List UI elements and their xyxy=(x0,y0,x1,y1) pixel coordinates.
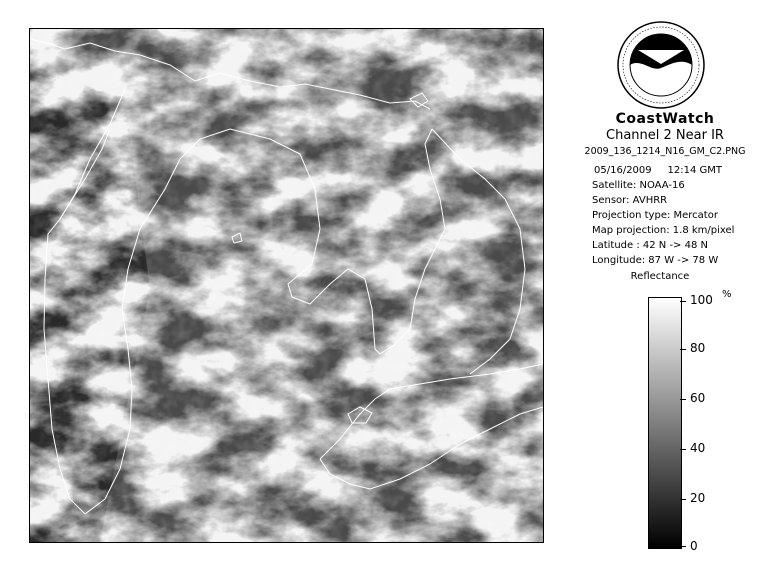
tick-label-80: 80 xyxy=(690,341,706,355)
brand-title: CoastWatch xyxy=(615,111,715,127)
tick-label-40: 40 xyxy=(690,441,706,455)
satellite-label: Satellite: NOAA-16 xyxy=(592,180,685,191)
file-name: 2009_136_1214_N16_GM_C2.PNG xyxy=(584,146,746,157)
tick-1 xyxy=(680,349,686,350)
satellite-image xyxy=(29,28,544,543)
satellite-image-svg xyxy=(30,29,543,542)
tick-label-20: 20 xyxy=(690,491,706,505)
noaa-logo-svg xyxy=(616,20,706,110)
longitude-range: Longitude: 87 W -> 78 W xyxy=(592,255,719,266)
tick-2 xyxy=(680,399,686,400)
colorbar xyxy=(648,297,682,549)
image-date: 05/16/2009 xyxy=(594,165,652,176)
tick-5 xyxy=(680,546,686,547)
tick-label-60: 60 xyxy=(690,391,706,405)
tick-label-100: 100 xyxy=(690,293,713,307)
datetime-row xyxy=(592,163,734,178)
metadata-block xyxy=(592,163,734,268)
tick-4 xyxy=(680,499,686,500)
projection-type: Projection type: Mercator xyxy=(592,210,718,221)
tick-label-0: 0 xyxy=(690,539,698,553)
tick-0 xyxy=(680,301,686,302)
map-projection: Map projection: 1.8 km/pixel xyxy=(592,225,735,236)
channel-label: Channel 2 Near IR xyxy=(606,128,724,143)
colorbar-unit: % xyxy=(722,289,732,300)
tick-3 xyxy=(680,449,686,450)
cloud-texture xyxy=(30,29,543,542)
latitude-range: Latitude : 42 N -> 48 N xyxy=(592,240,708,251)
sensor-label: Sensor: AVHRR xyxy=(592,195,668,206)
colorbar-title: Reflectance xyxy=(630,271,690,282)
image-time: 12:14 GMT xyxy=(667,165,723,176)
noaa-logo xyxy=(616,20,706,110)
